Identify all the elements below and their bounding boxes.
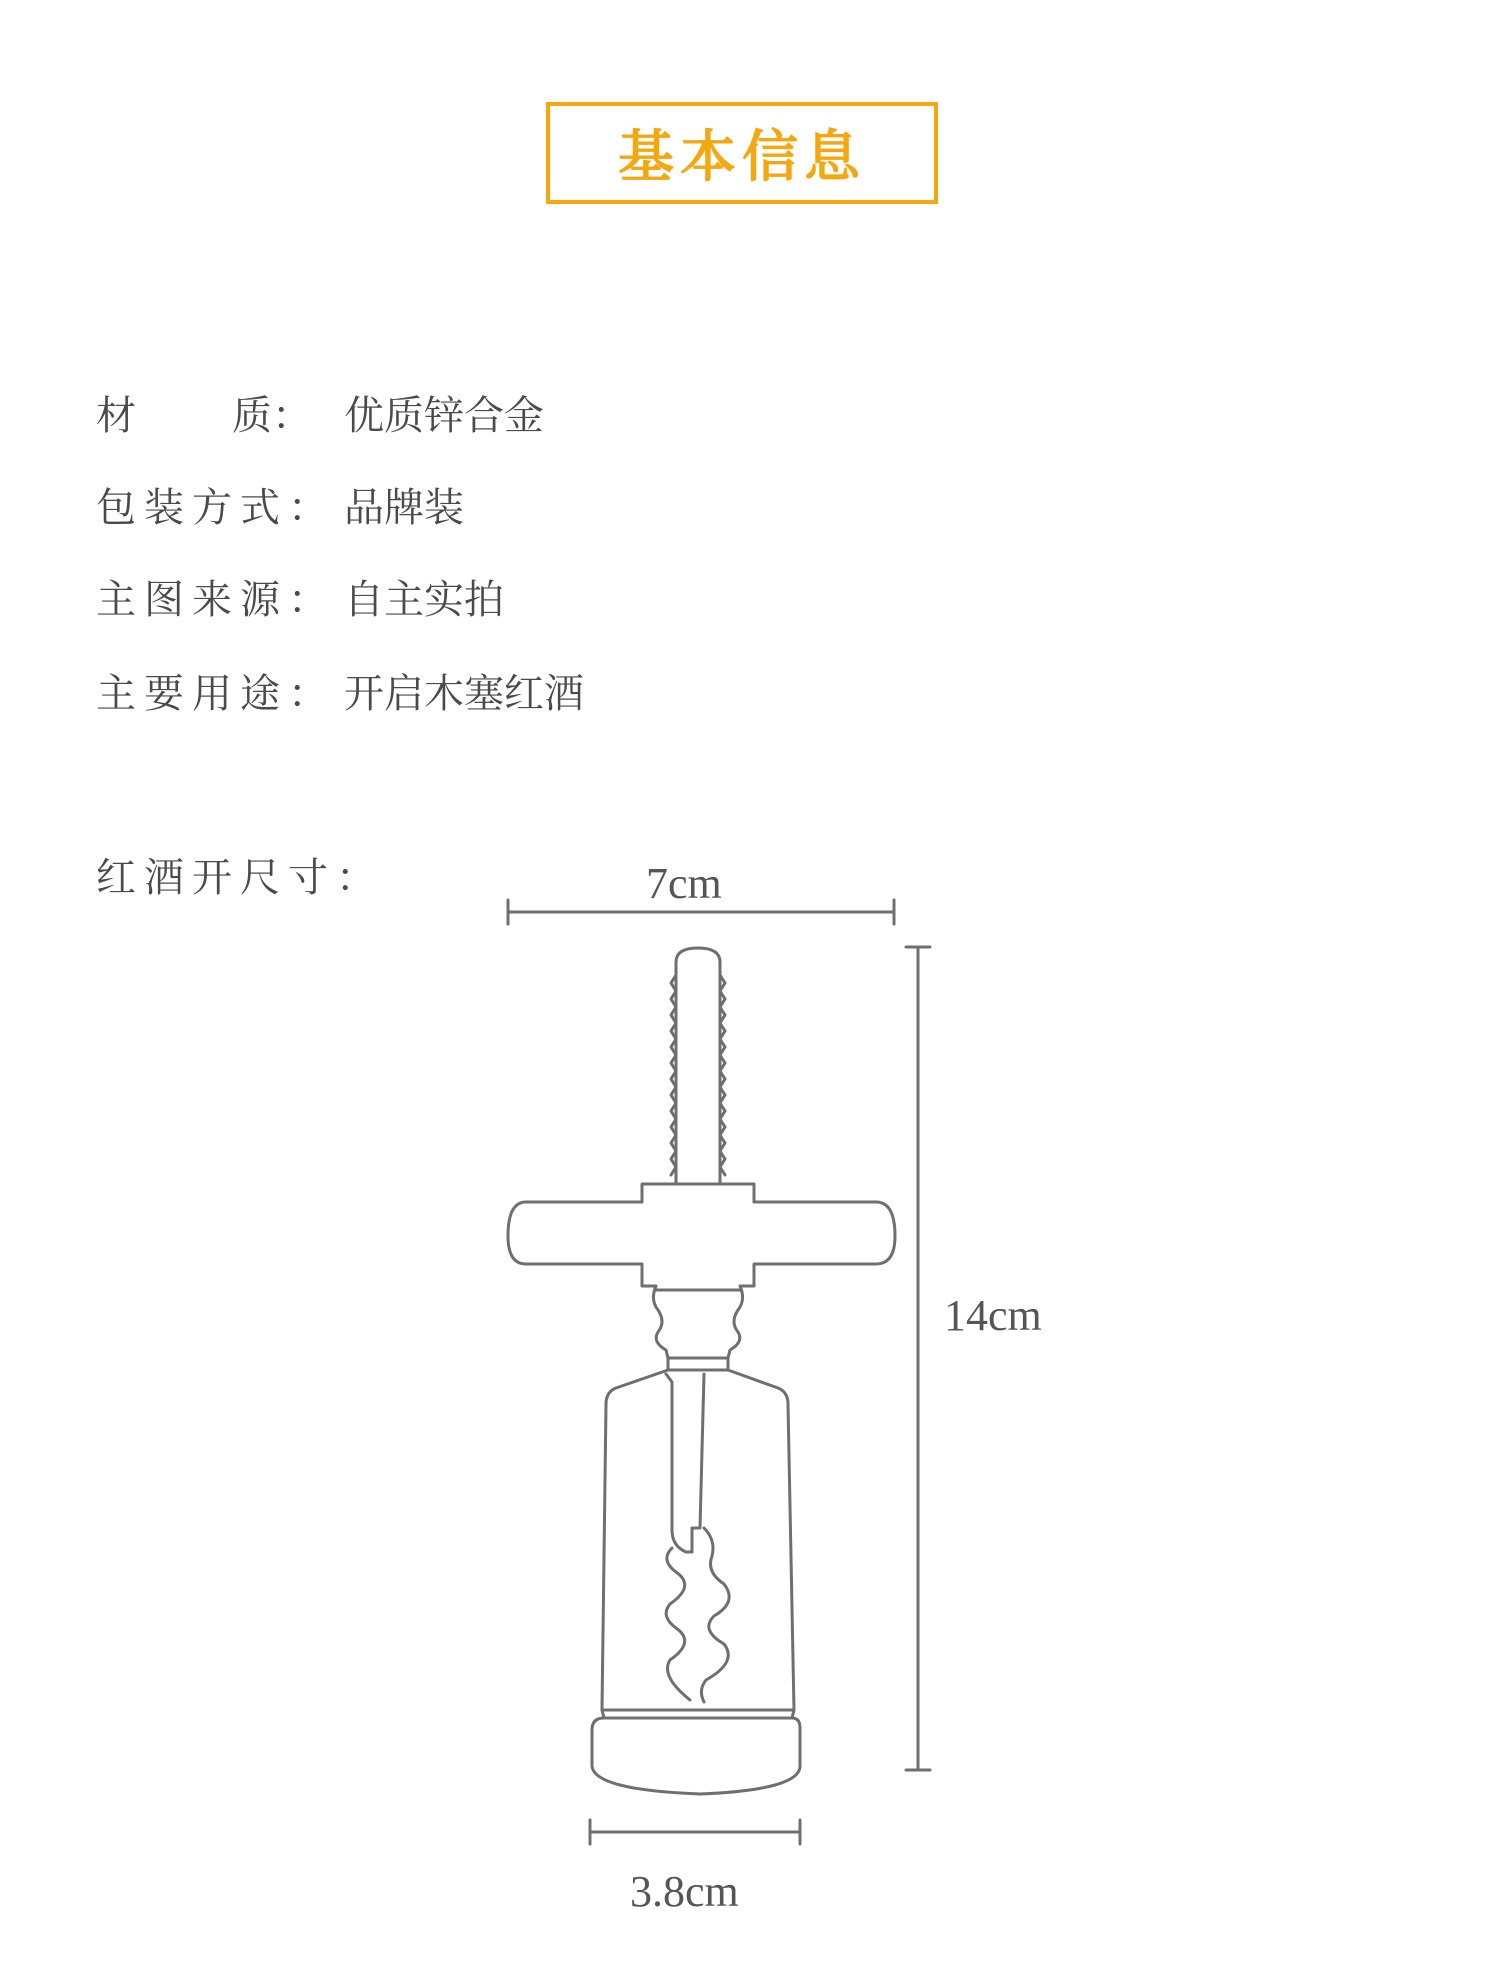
base-join-left xyxy=(602,1710,604,1718)
dimension-height-label: 14cm xyxy=(944,1291,1042,1340)
screw-thread-icon xyxy=(676,948,720,1184)
dimension-width-label: 7cm xyxy=(646,859,722,908)
section-title: 基本信息 xyxy=(618,125,866,190)
body-icon xyxy=(602,1358,794,1710)
height-dimension-line xyxy=(906,947,930,1770)
spec-label: 包装方式： xyxy=(96,485,328,531)
spec-value: 自主实拍 xyxy=(344,577,504,623)
dimension-base-label: 3.8cm xyxy=(630,1867,739,1916)
spec-label: 主图来源： xyxy=(96,577,328,623)
base-dimension-line xyxy=(590,1820,800,1844)
width-dimension-line xyxy=(508,900,894,924)
size-label: 红酒开尺寸： xyxy=(96,855,384,901)
spindle-icon xyxy=(666,1374,704,1552)
spec-value: 优质锌合金 xyxy=(344,393,544,439)
spec-value: 开启木塞红酒 xyxy=(344,671,584,717)
handle-icon xyxy=(508,1184,895,1358)
base-ring-icon xyxy=(592,1718,800,1794)
base-join-right xyxy=(792,1710,794,1718)
spec-label: 材 质： xyxy=(96,393,312,439)
spec-value: 品牌装 xyxy=(344,485,464,531)
worm-spiral-icon xyxy=(666,1528,729,1702)
spec-label: 主要用途： xyxy=(96,671,328,717)
